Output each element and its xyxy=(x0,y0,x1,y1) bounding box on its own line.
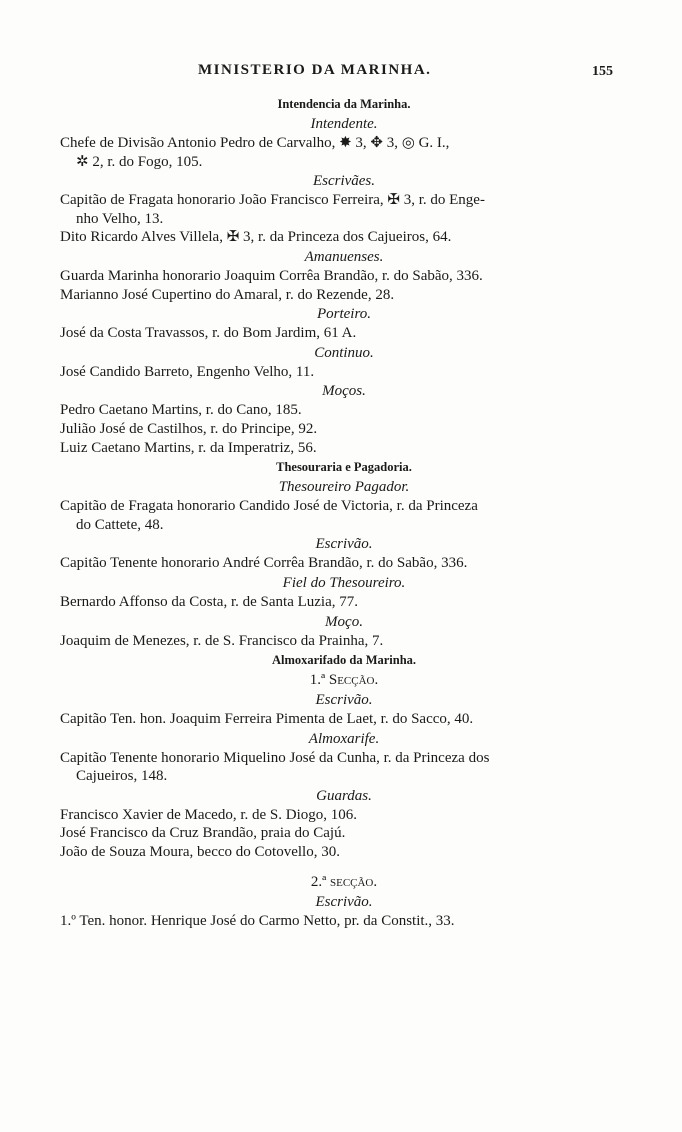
entry-guarda2: José Francisco da Cruz Brandão, praia do Cajú. xyxy=(60,825,346,842)
heading-fiel: Fiel do Thesoureiro. xyxy=(282,574,406,591)
entry-moco3: Luiz Caetano Martins, r. da Imperatriz, 56. xyxy=(60,439,317,456)
entry-escrivao-thesouraria: Capitão Tenente honorario André Corrêa Brandão, r. do Sabão, 336. xyxy=(60,555,468,572)
page-number: 155 xyxy=(592,64,613,79)
heading-continuo: Continuo. xyxy=(314,344,374,361)
heading-escrivaes: Escrivães. xyxy=(312,173,376,190)
heading-moco-thesouraria: Moço. xyxy=(325,613,363,630)
entry-fiel: Bernardo Affonso da Costa, r. de Santa Luzia, 77. xyxy=(60,593,358,610)
heading-amanuenses: Amanuenses. xyxy=(304,248,384,265)
entry-moco1: Pedro Caetano Martins, r. do Cano, 185. xyxy=(60,402,302,419)
entry-escrivao2: Dito Ricardo Alves Villela, ✠ 3, r. da Princeza dos Cajueiros, 64. xyxy=(60,229,452,246)
entry-escrivao1-line2: nho Velho, 13. xyxy=(76,210,164,227)
entry-intendente-line2: ✲ 2, r. do Fogo, 105. xyxy=(76,153,203,170)
entry-pagador-line2: do Cattete, 48. xyxy=(76,516,164,533)
section-title-thesouraria: Thesouraria e Pagadoria. xyxy=(276,460,412,475)
heading-seccao1-escrivao: Escrivão. xyxy=(315,692,373,709)
heading-guardas: Guardas. xyxy=(316,787,372,804)
entry-amanuense1: Guarda Marinha honorario Joaquim Corrêa Brandão, r. do Sabão, 336. xyxy=(60,267,483,284)
entry-seccao2-escrivao: 1.º Ten. honor. Henrique José do Carmo Netto, pr. da Constit., 33. xyxy=(60,912,455,929)
heading-porteiro: Porteiro. xyxy=(316,306,372,323)
heading-seccao2-escrivao: Escrivão. xyxy=(315,893,373,910)
heading-seccao2: 2.ª secção. xyxy=(310,873,378,890)
heading-mocos: Moços. xyxy=(322,383,366,400)
entry-amanuense2: Marianno José Cupertino do Amaral, r. do Rezende, 28. xyxy=(60,286,395,303)
entry-intendente-line1: Chefe de Divisão Antonio Pedro de Carvalho, ✸ 3, ✥ 3, ◎ G. I., xyxy=(60,135,450,151)
entry-guarda3: João de Souza Moura, becco do Cotovello, 30. xyxy=(60,844,340,861)
entry-pagador-line1: Capitão de Fragata honorario Candido José de Victoria, r. da Princeza xyxy=(60,498,478,515)
heading-almoxarife: Almoxarife. xyxy=(308,730,380,747)
entry-porteiro: José da Costa Travassos, r. do Bom Jardim, 61 A. xyxy=(60,325,357,342)
entry-escrivao1-line1: Capitão de Fragata honorario João Francisco Ferreira, ✠ 3, r. do Enge- xyxy=(60,192,485,209)
entry-guarda1: Francisco Xavier de Macedo, r. de S. Diogo, 106. xyxy=(60,806,358,823)
section-title-almoxarifado: Almoxarifado da Marinha. xyxy=(271,653,417,668)
entry-continuo: José Candido Barreto, Engenho Velho, 11. xyxy=(60,363,315,380)
spacer xyxy=(60,862,628,872)
heading-intendente: Intendente. xyxy=(310,116,378,132)
entry-seccao1-escrivao: Capitão Ten. hon. Joaquim Ferreira Pimenta de Laet, r. do Sacco, 40. xyxy=(60,711,474,728)
entry-moco2: Julião José de Castilhos, r. do Principe, 92. xyxy=(60,420,318,437)
heading-seccao1: 1.ª Secção. xyxy=(309,672,379,689)
entry-almoxarife-line1: Capitão Tenente honorario Miquelino José da Cunha, r. da Princeza dos xyxy=(60,749,490,766)
entry-almoxarife-line2: Cajueiros, 148. xyxy=(76,768,168,785)
page-header xyxy=(0,62,682,86)
running-title: MINISTERIO DA MARINHA. xyxy=(198,62,432,78)
page-content xyxy=(60,94,628,930)
entry-moco-thesouraria: Joaquim de Menezes, r. de S. Francisco da Prainha, 7. xyxy=(60,632,384,649)
heading-escrivao-thesouraria: Escrivão. xyxy=(315,536,373,553)
heading-pagador: Thesoureiro Pagador. xyxy=(278,479,410,496)
section-title-intendencia: Intendencia da Marinha. xyxy=(277,97,411,111)
